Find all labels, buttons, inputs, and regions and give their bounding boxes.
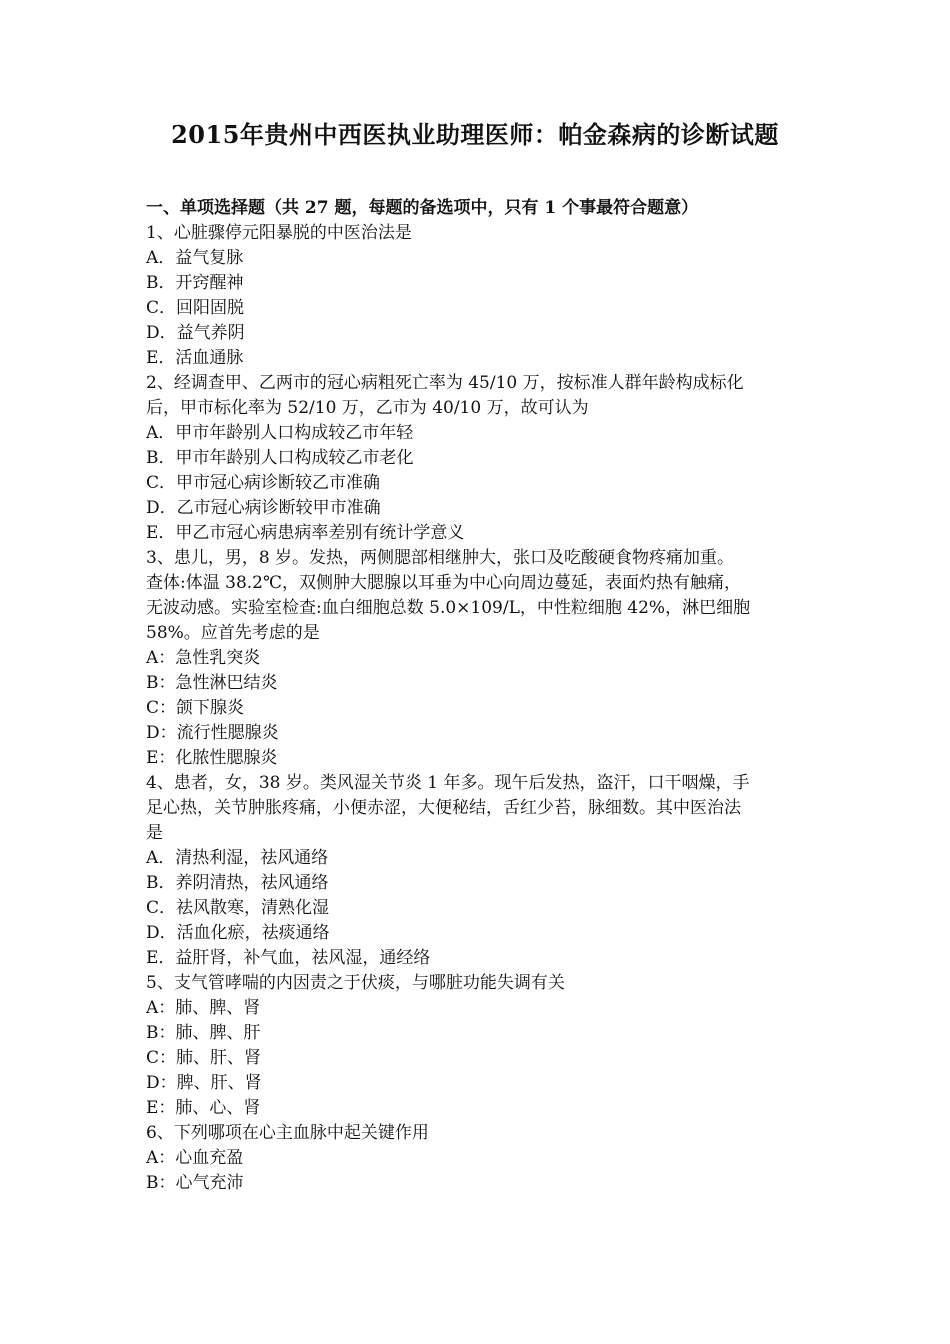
question-stem-line: 2、经调查甲、乙两市的冠心病粗死亡率为 45/10 万，按标准人群年龄构成标化	[146, 373, 744, 393]
answer-option: B．甲市年龄别人口构成较乙市老化	[146, 448, 414, 468]
question-stem-line: 无波动感。实验室检查:血白细胞总数 5.0×109/L，中性粒细胞 42%，淋巴细胞	[146, 598, 751, 618]
answer-option: D：流行性腮腺炎	[146, 723, 279, 743]
question-stem-line: 3、患儿，男，8 岁。发热，两侧腮部相继肿大，张口及吃酸硬食物疼痛加重。	[146, 548, 735, 568]
answer-option: B．养阴清热，祛风通络	[146, 873, 329, 893]
answer-option: E．甲乙市冠心病患病率差别有统计学意义	[146, 523, 465, 543]
question-2	[146, 371, 826, 546]
answer-option: A：心血充盈	[146, 1148, 244, 1168]
answer-option: E．益肝肾，补气血，祛风湿，通经络	[146, 948, 431, 968]
answer-option: E．活血通脉	[146, 348, 244, 368]
answer-option: E：肺、心、肾	[146, 1098, 261, 1118]
answer-option: A：急性乳突炎	[146, 648, 261, 668]
question-stem-line: 足心热，关节肿胀疼痛，小便赤涩，大便秘结，舌红少苔，脉细数。其中医治法	[146, 798, 741, 818]
answer-option: C：颌下腺炎	[146, 698, 245, 718]
answer-option: D．活血化瘀，祛痰通络	[146, 923, 330, 943]
question-6	[146, 1121, 826, 1196]
answer-option: B：急性淋巴结炎	[146, 673, 278, 693]
question-stem-line: 5、支气管哮喘的内因责之于伏痰，与哪脏功能失调有关	[146, 973, 565, 993]
answer-option: C．祛风散寒，清熟化湿	[146, 898, 330, 918]
answer-option: A．甲市年龄别人口构成较乙市年轻	[146, 423, 414, 443]
question-3	[146, 546, 826, 771]
question-stem-line: 1、心脏骤停元阳暴脱的中医治法是	[146, 223, 412, 243]
answer-option: B：肺、脾、肝	[146, 1023, 261, 1043]
answer-option: A．益气复脉	[146, 248, 244, 268]
answer-option: B：心气充沛	[146, 1173, 244, 1193]
answer-option: B．开窍醒神	[146, 273, 244, 293]
answer-option: C．甲市冠心病诊断较乙市准确	[146, 473, 381, 493]
question-4	[146, 771, 826, 971]
answer-option: D：脾、肝、肾	[146, 1073, 262, 1093]
section-heading: 一、单项选择题（共 27 题，每题的备选项中，只有 1 个事最符合题意）	[146, 198, 699, 218]
question-stem-line: 是	[146, 823, 163, 843]
question-list	[146, 221, 826, 1196]
answer-option: A：肺、脾、肾	[146, 998, 261, 1018]
answer-option: D．益气养阴	[146, 323, 245, 343]
question-stem-line: 6、下列哪项在心主血脉中起关键作用	[146, 1123, 429, 1143]
answer-option: A．清热利湿，祛风通络	[146, 848, 329, 868]
question-stem-line: 58%。应首先考虑的是	[146, 623, 320, 643]
question-stem-line: 查体:体温 38.2℃，双侧肿大腮腺以耳垂为中心向周边蔓延，表面灼热有触痛，	[146, 573, 741, 593]
answer-option: C．回阳固脱	[146, 298, 245, 318]
answer-option: E：化脓性腮腺炎	[146, 748, 278, 768]
answer-option: D．乙市冠心病诊断较甲市准确	[146, 498, 381, 518]
document-title: 2015年贵州中西医执业助理医师：帕金森病的诊断试题	[171, 120, 779, 149]
question-stem-line: 后，甲市标化率为 52/10 万，乙市为 40/10 万，故可认为	[146, 398, 589, 418]
answer-option: C：肺、肝、肾	[146, 1048, 262, 1068]
question-1	[146, 221, 826, 371]
question-stem-line: 4、患者，女，38 岁。类风湿关节炎 1 年多。现午后发热，盗汗，口干咽燥，手	[146, 773, 750, 793]
question-5	[146, 971, 826, 1121]
